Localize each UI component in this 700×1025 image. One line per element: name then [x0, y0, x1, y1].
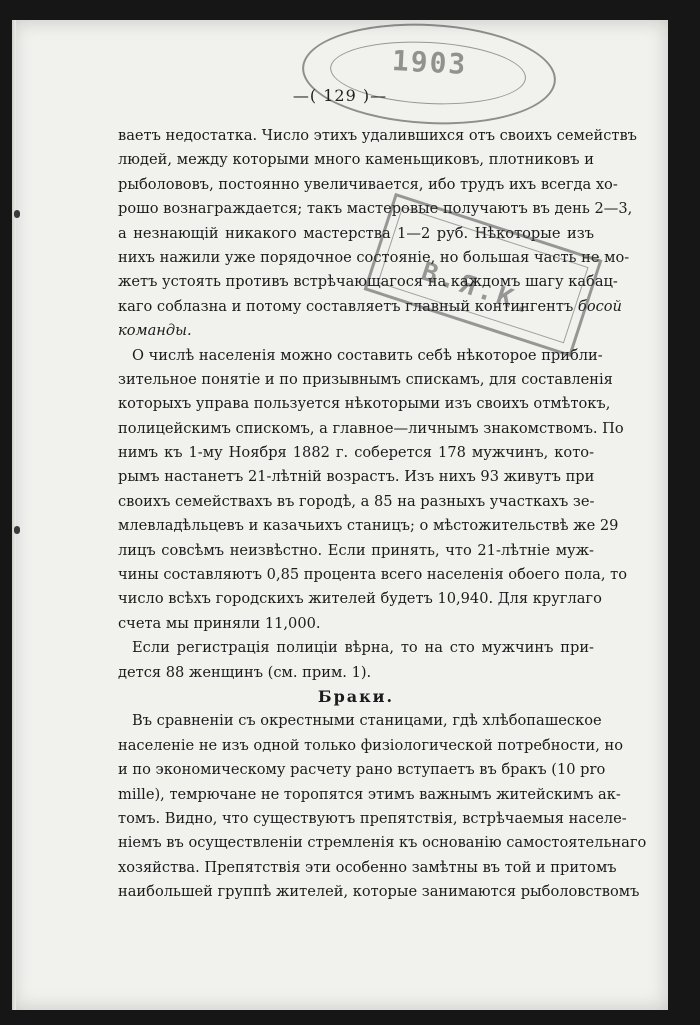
page-number: —( 129 )— [292, 86, 388, 105]
text-line: рыболововъ, постоянно увеличивается, ибо трудъ ихъ всегда хо- [118, 175, 618, 193]
library-stamp-year: 1903 [391, 44, 469, 81]
text-line: хозяйства. Препятствія эти особенно замѣтны въ той и притомъ [118, 858, 617, 876]
text-line: полицейскимъ спискомъ, а главное—личнымъ знакомствомъ. По [118, 419, 624, 437]
text-fragment: каго соблазна и потому составляетъ главный контингентъ [118, 297, 578, 315]
italic-word: босой [577, 297, 622, 315]
text-line: зительное понятіе и по призывнымъ спискамъ, для составленія [118, 370, 613, 388]
text-line: людей, между которыми много каменьщиковъ, плотниковъ и [118, 151, 594, 169]
text-line: ніемъ въ осуществленіи стремленія къ основанію самостоятельнаго [118, 834, 647, 852]
text-line: нимъ къ 1-му Ноября 1882 г. соберется 178 мужчинъ, кото- [118, 444, 594, 462]
text-line: Если регистрація полиціи вѣрна, то на сто мужчинъ при- [132, 639, 594, 657]
text-line: О числѣ населенія можно составить себѣ нѣкоторое прибли- [132, 346, 603, 364]
text-line: число всѣхъ городскихъ жителей будетъ 10,940. Для круглаго [118, 590, 602, 608]
library-stamp-oval [300, 17, 559, 130]
binding-holes [12, 20, 22, 1010]
text-line: mille), темрючане не торопятся этимъ важнымъ житейскимъ ак- [118, 785, 621, 803]
text-line: Въ сравненіи съ окрестными станицами, гдѣ хлѣбопашеское [132, 712, 602, 730]
text-line: рошо вознаграждается; такъ мастеровые получаютъ въ день 2—3, [118, 200, 633, 218]
text-line: которыхъ управа пользуется нѣкоторыми изъ своихъ отмѣтокъ, [118, 395, 611, 413]
text-line: а незнающій никакого мастерства 1—2 руб. Нѣкоторые изъ [118, 224, 594, 242]
section-title: Браки. [317, 686, 395, 706]
text-line: млевладѣльцевъ и казачьихъ станицъ; о мѣстожительствѣ же 29 [118, 517, 619, 535]
text-line: ваетъ недостатка. Число этихъ удалившихся отъ своихъ семействъ [118, 127, 637, 144]
text-line: дется 88 женщинъ (см. прим. 1). [118, 663, 372, 681]
book-page [12, 20, 668, 1010]
text-line: населеніе не изъ одной только физіологической потребности, но [118, 736, 624, 754]
library-stamp-mark: В.Я.К. [417, 256, 540, 322]
text-line: жетъ устоять противъ встрѣчающагося на каждомъ шагу кабац- [118, 273, 618, 291]
text-line: чины составляютъ 0,85 процента всего населенія обоего пола, то [118, 566, 627, 584]
text-line: лицъ совсѣмъ неизвѣстно. Если принять, что 21-лѣтніе муж- [118, 541, 594, 559]
text-line: команды. [118, 322, 192, 340]
text-line: своихъ семействахъ въ городѣ, а 85 на разныхъ участкахъ зе- [118, 492, 595, 510]
binding-hole [14, 526, 20, 534]
text-line: наибольшей группѣ жителей, которые занимаются рыболовствомъ [118, 883, 640, 901]
text-line: рымъ настанетъ 21-лѣтній возрастъ. Изъ нихъ 93 живутъ при [118, 468, 595, 486]
text-line: томъ. Видно, что существуютъ препятствія, встрѣчаемыя населе- [118, 809, 627, 827]
text-line: и по экономическому расчету рано вступаетъ въ бракъ (10 pro [118, 761, 606, 779]
text-line: счета мы приняли 11,000. [118, 614, 321, 632]
binding-hole [14, 210, 20, 218]
text-line: нихъ нажили уже порядочное состояніе, но большая часть не мо- [118, 248, 630, 266]
